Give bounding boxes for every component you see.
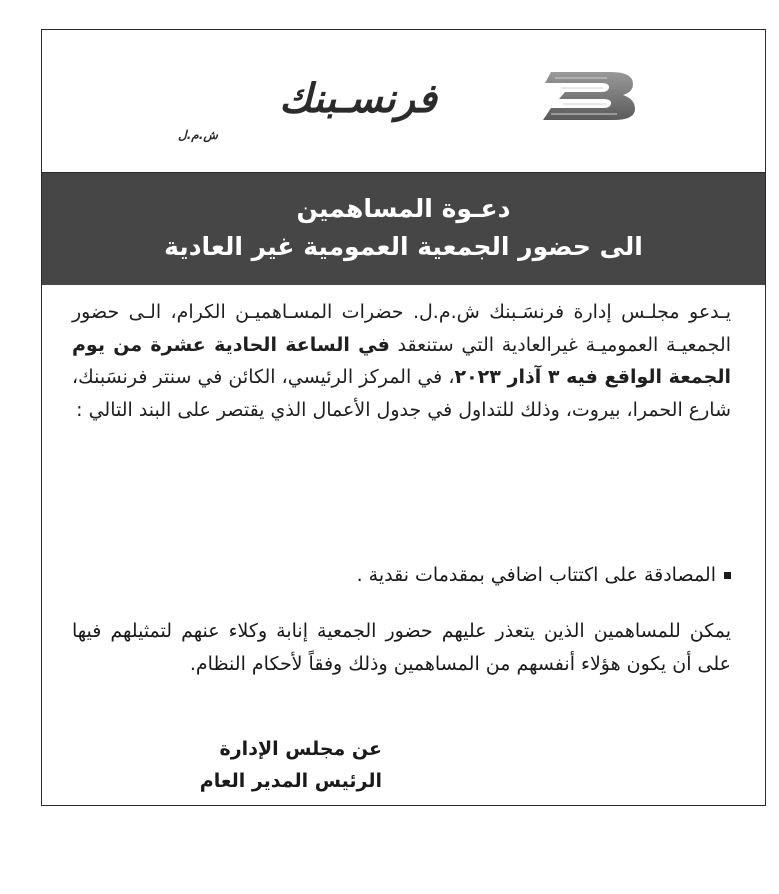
proxy-paragraph: يمكن للمساهمين الذين يتعذر عليهم حضور الجمعية إنابة وكلاء عنهم لتمثيلهم فيها على أن يكون هؤلاء أنفسهم من المساهمين وذلك وفقاً لأحكام النظام. [72,620,731,675]
title-line-1: دعـوة المساهمين [296,194,511,223]
agenda-item [72,559,731,591]
bullet-icon [724,572,731,579]
agenda-item-text: المصادقة على اكتتاب اضافي بمقدمات نقدية . [356,564,716,586]
announcement-frame [41,29,766,806]
invitation-text-start: يـدعو مجلـس إدارة فرنسَـبنك ش.م.ل. حضرات المسـاهميـن الكرام، الـى حضور الجمعيـة العموميـة غيرالعادية التي ستنعقد [72,301,731,356]
logo-wordmark: فرنسـبنك [279,76,437,122]
signature-line-2: الرئيس المدير العام [199,770,382,792]
title-band [42,173,765,285]
title-line-2: الى حضور الجمعية العمومية غير العادية [164,232,643,261]
invitation-text-end: ، في المركز الرئيسي، الكائن في سنتر فرنسَبنك، شارع الحمرا، بيروت، وذلك للتداول في جدول الأعمال الذي يقتصر على البند التالي : [72,366,731,421]
fransabank-logo-icon [541,70,637,122]
logo-header [42,30,765,173]
signature-block [82,733,382,797]
meeting-date-time: في الساعة الحادية عشرة من يوم الجمعة الواقع فيه ٣ آذار ٢٠٢٣ [72,333,731,388]
signature-line-1: عن مجلس الإدارة [219,738,382,760]
logo-legal-form: ش.م.ل [178,128,218,142]
invitation-paragraph [72,296,731,426]
